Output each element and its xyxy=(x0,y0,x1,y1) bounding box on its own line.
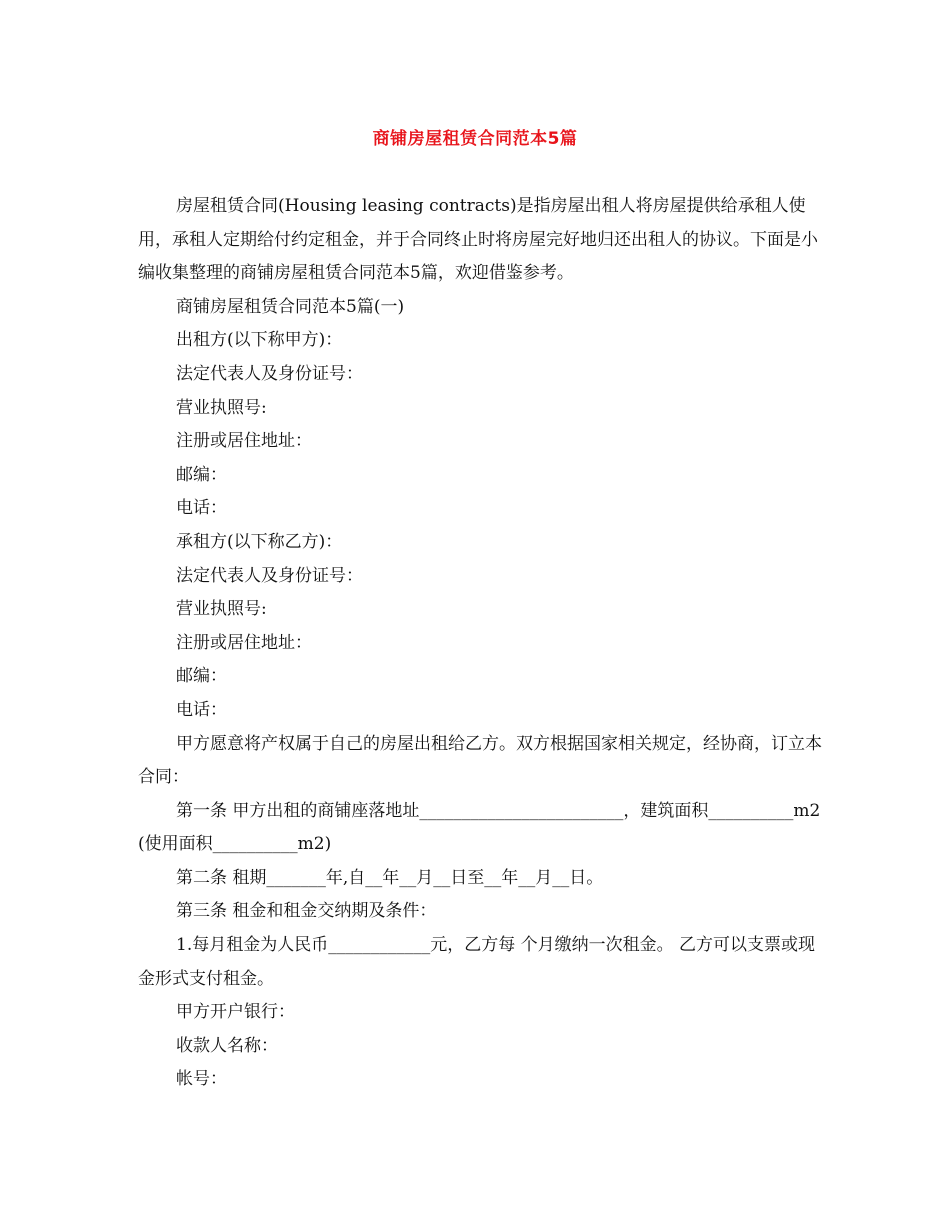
document-title: 商铺房屋租赁合同范本5篇 xyxy=(372,129,578,149)
document-body xyxy=(138,190,828,1097)
account-field: 帐号： xyxy=(176,1069,227,1090)
lessee-representative-field: 法定代表人及身份证号： xyxy=(176,565,363,586)
lessee-postcode-field: 邮编： xyxy=(176,666,227,687)
lessee-license-field: 营业执照号: xyxy=(176,599,267,620)
lessee-phone-field: 电话： xyxy=(176,699,227,720)
intro-paragraph: 房屋租赁合同(Housing leasing contracts)是指房屋出租人将房屋提供给承租人使用，承租人定期给付约定租金，并于合同终止时将房屋完好地归还出租人的协议。下面是小编收集整理的商铺房屋租赁合同范本5篇，欢迎借鉴参考。 xyxy=(138,196,818,284)
lessee-address-field: 注册或居住地址： xyxy=(176,632,312,653)
article-2: 第二条 租期_______年,自__年__月__日至__年__月__日。 xyxy=(176,867,604,888)
lessor-label: 出租方(以下称甲方)： xyxy=(176,330,343,351)
section-heading: 商铺房屋租赁合同范本5篇(一) xyxy=(176,296,405,317)
payee-field: 收款人名称： xyxy=(176,1035,278,1056)
lessee-label: 承租方(以下称乙方)： xyxy=(176,531,343,552)
article-3-clause-1: 1.每月租金为人民币____________元，乙方每 个月缴纳一次租金。 乙方可以支票或现金形式支付租金。 xyxy=(138,935,816,989)
agreement-paragraph: 甲方愿意将产权属于自己的房屋出租给乙方。双方根据国家相关规定，经协商，订立本合同： xyxy=(138,733,822,788)
lessor-phone-field: 电话： xyxy=(176,498,227,519)
lessor-postcode-field: 邮编： xyxy=(176,464,227,485)
bank-field: 甲方开户银行： xyxy=(176,1002,295,1023)
lessor-address-field: 注册或居住地址： xyxy=(176,431,312,452)
lessor-license-field: 营业执照号: xyxy=(176,397,267,418)
article-3: 第三条 租金和租金交纳期及条件： xyxy=(176,901,437,922)
article-1: 第一条 甲方出租的商铺座落地址________________________，建筑面积__________m2(使用面积__________m2) xyxy=(138,800,821,855)
lessor-representative-field: 法定代表人及身份证号： xyxy=(176,363,363,384)
